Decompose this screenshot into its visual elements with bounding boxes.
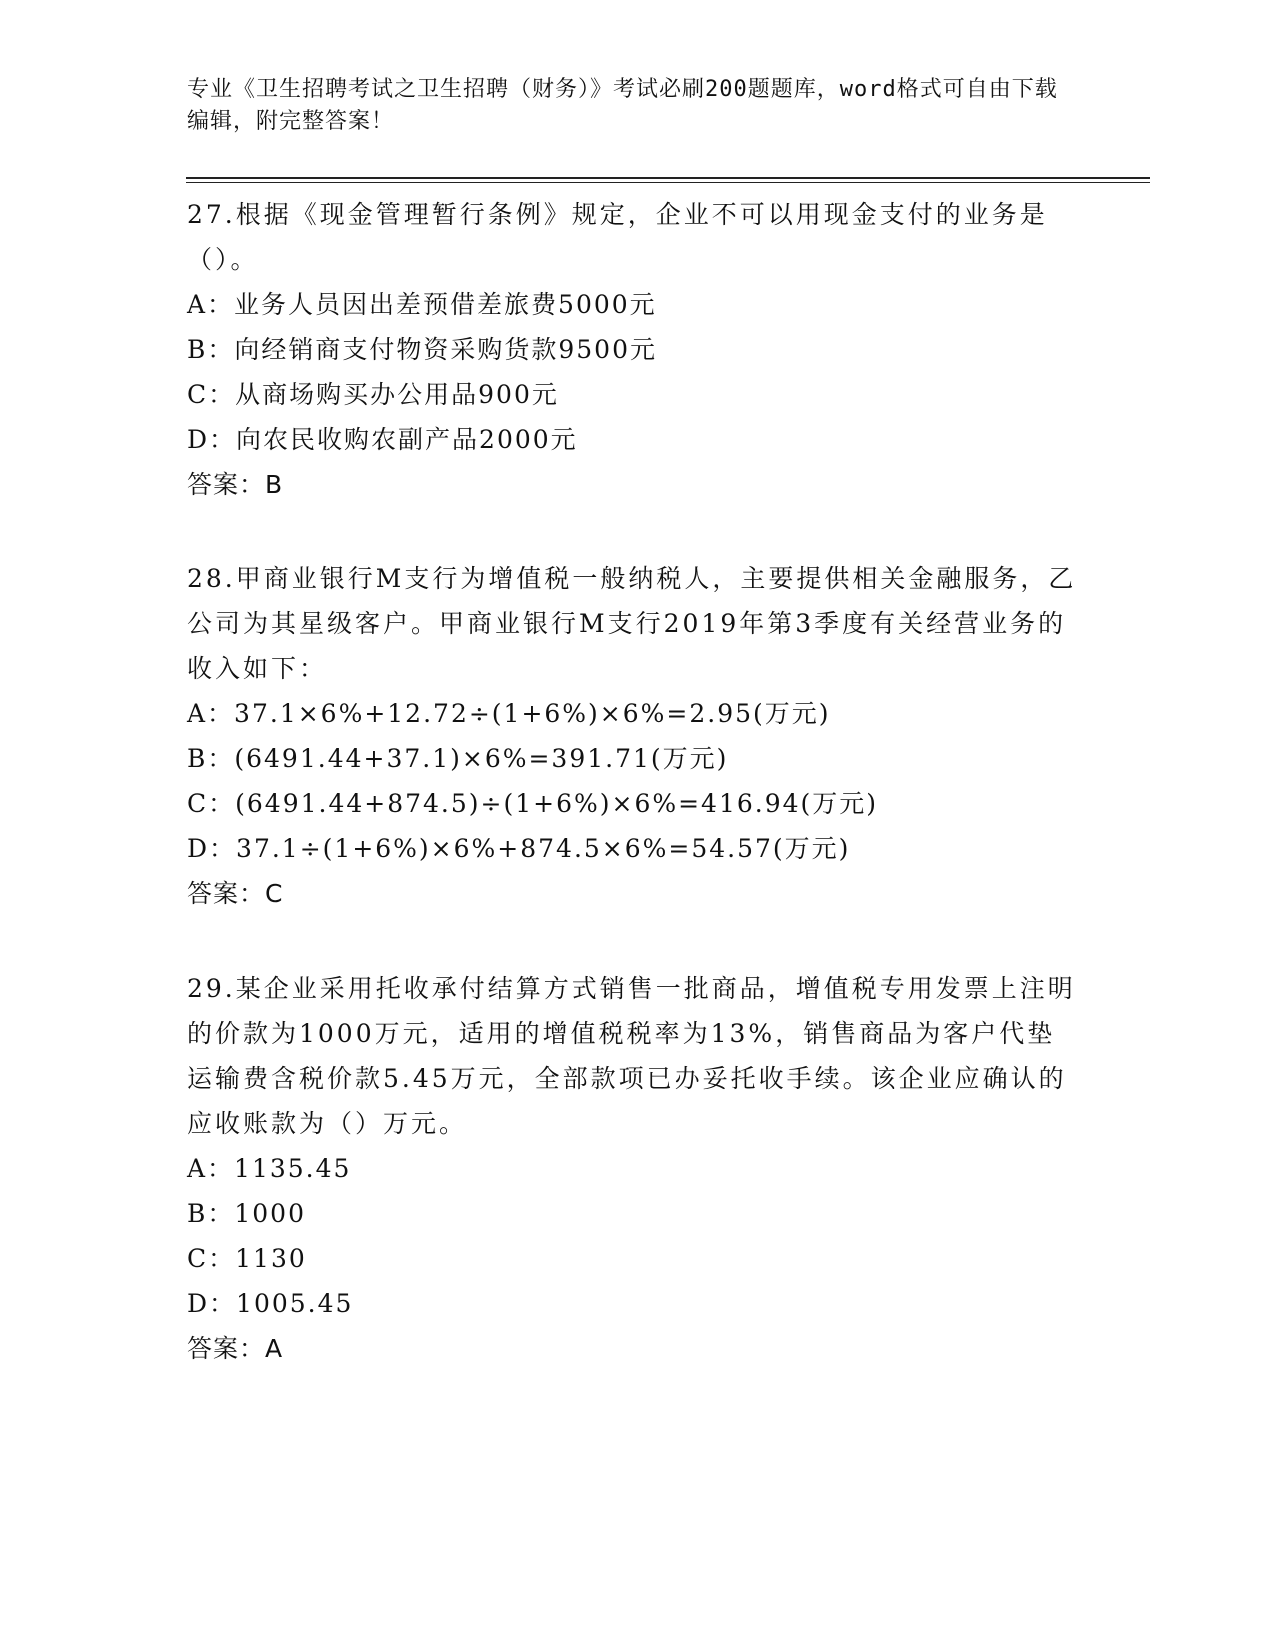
option-b: B：1000	[187, 1199, 306, 1228]
option-d: D：1005.45	[187, 1289, 354, 1318]
option-a: A：37.1×6%+12.72÷(1+6%)×6%=2.95(万元)	[187, 699, 831, 728]
option-a: A：业务人员因出差预借差旅费5000元	[187, 290, 657, 319]
option-b: B：(6491.44+37.1)×6%=391.71(万元)	[187, 744, 729, 773]
option-c: C：(6491.44+874.5)÷(1+6%)×6%=416.94(万元)	[187, 789, 879, 818]
option-d: D：向农民收购农副产品2000元	[187, 425, 578, 454]
question-stem: 27.根据《现金管理暂行条例》规定，企业不可以用现金支付的业务是（）。	[187, 200, 1048, 274]
option-d: D：37.1÷(1+6%)×6%+874.5×6%=54.57(万元)	[187, 834, 851, 863]
option-c: C：1130	[187, 1244, 307, 1273]
question-block	[187, 556, 1077, 916]
header-divider	[186, 177, 1150, 179]
document-header: 专业《卫生招聘考试之卫生招聘（财务）》考试必刷200题题库，word格式可自由下载编辑，附完整答案！	[187, 77, 1058, 134]
option-b: B：向经销商支付物资采购货款9500元	[187, 335, 657, 364]
header-divider-thin	[186, 182, 1150, 183]
question-stem: 28.甲商业银行M支行为增值税一般纳税人，主要提供相关金融服务，乙公司为其星级客户。甲商业银行M支行2019年第3季度有关经营业务的收入如下：	[187, 564, 1077, 683]
answer-line: 答案：A	[187, 1334, 284, 1363]
question-block	[187, 966, 1077, 1371]
question-stem: 29.某企业采用托收承付结算方式销售一批商品，增值税专用发票上注明的价款为1000万元，适用的增值税税率为13%，销售商品为客户代垫运输费含税价款5.45万元，全部款项已办妥托收手续。该企业应确认的应收账款为（）万元。	[187, 974, 1076, 1138]
option-c: C：从商场购买办公用品900元	[187, 380, 559, 409]
answer-line: 答案：C	[187, 879, 284, 908]
answer-line: 答案：B	[187, 470, 284, 499]
option-a: A：1135.45	[187, 1154, 352, 1183]
question-block	[187, 192, 1077, 507]
